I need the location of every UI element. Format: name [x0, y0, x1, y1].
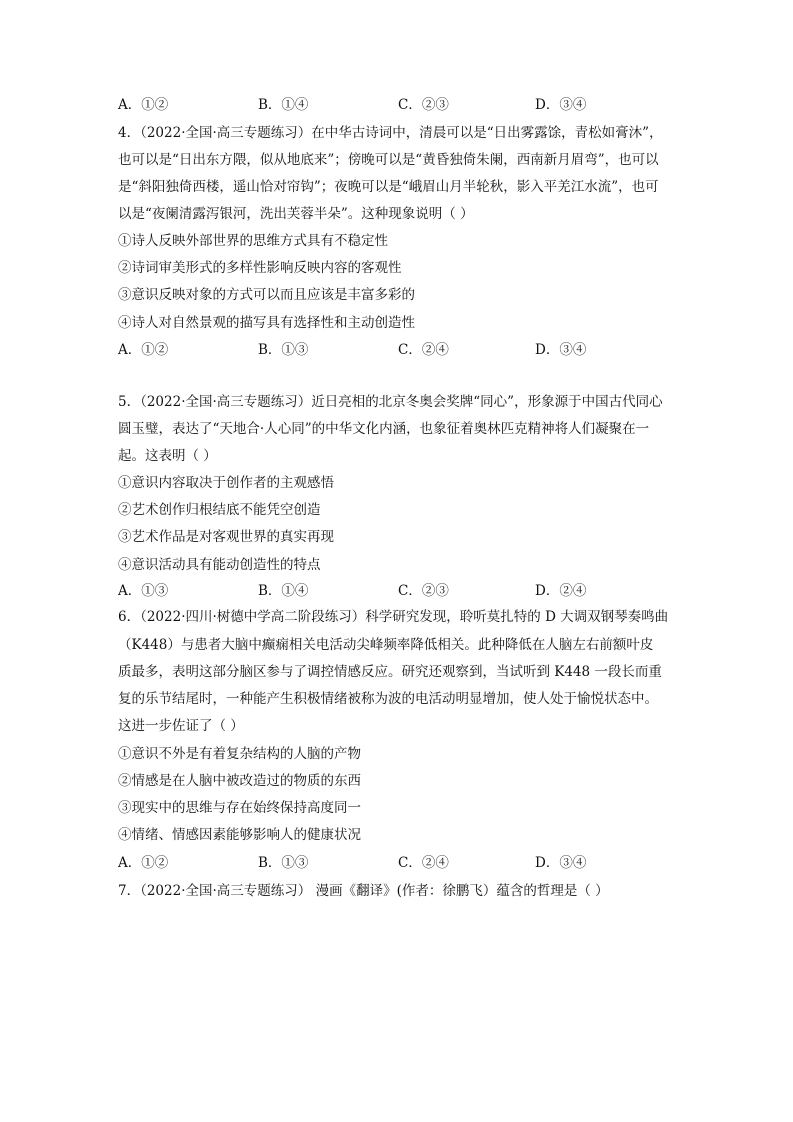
q6-statement-1: ①意识不外是有着复杂结构的人脑的产物 [118, 746, 361, 762]
q6-statement-4: ④情绪、情感因素能够影响人的健康状况 [118, 827, 361, 843]
q4-stem-line-4: 以是“夜阑清露泻银河，洗出芙蓉半朵”。这种现象说明（ ） [118, 206, 474, 222]
q3-option-b: B．①④ [258, 97, 309, 113]
q5-stem-line-2: 圆玉璧，表达了“天地合·人心同”的中华文化内涵，也象征着奥林匹克精神将人们凝聚在一 [118, 421, 650, 437]
q5-statement-1: ①意识内容取决于创作者的主观感悟 [118, 475, 334, 491]
q4-stem-line-3: 是“斜阳独倚西楼，遥山恰对帘钩”；夜晚可以是“峨眉山月半轮秋，影入平羌江水流”，也可 [118, 179, 659, 195]
q5-stem-line-3: 起。这表明（ ） [118, 448, 217, 464]
q5-option-a: A．①③ [118, 583, 169, 599]
q4-option-b: B．①③ [258, 342, 309, 358]
q5-options [118, 581, 678, 601]
q6-option-a: A．①② [118, 855, 169, 871]
q3-option-a: A．①② [118, 97, 169, 113]
q4-stem-line-1: 4．（2022·全国·高三专题练习）在中华古诗词中，清晨可以是“日出雾露馀，青松如膏沐”， [118, 125, 663, 141]
q4-option-a: A．①② [118, 342, 169, 358]
q5-option-c: C．②③ [398, 583, 449, 599]
q5-statement-4: ④意识活动具有能动创造性的特点 [118, 557, 321, 573]
q6-statement-3: ③现实中的思维与存在始终保持高度同一 [118, 800, 361, 816]
q3-options [118, 95, 678, 115]
q6-stem-line-1: 6．（2022·四川·树德中学高二阶段练习）科学研究发现，聆听莫扎特的 D 大调双钢琴奏鸣曲 [118, 609, 669, 625]
q4-option-d: D．③④ [535, 342, 587, 358]
q7-stem-line-1: 7．（2022·全国·高三专题练习） 漫画《翻译》(作者：徐鹏飞）蕴含的哲理是（ ） [118, 883, 609, 899]
q5-stem-line-1: 5．（2022·全国·高三专题练习）近日亮相的北京冬奥会奖牌“同心”，形象源于中国古代同心 [118, 394, 663, 410]
q6-stem-line-3: 质最多，表明这部分脑区参与了调控情感反应。研究还观察到，当试听到 K448 一段长而重 [118, 664, 662, 680]
q4-statement-3: ③意识反映对象的方式可以而且应该是丰富多彩的 [118, 287, 415, 303]
q5-statement-3: ③艺术作品是对客观世界的真实再现 [118, 529, 334, 545]
q6-stem-line-2: （K448）与患者大脑中癫痫相关电活动尖峰频率降低相关。此种降低在人脑左右前额叶皮 [118, 637, 654, 653]
q6-statement-2: ②情感是在人脑中被改造过的物质的东西 [118, 773, 361, 789]
q4-statement-2: ②诗词审美形式的多样性影响反映内容的客观性 [118, 260, 402, 276]
q6-option-c: C．②④ [398, 855, 449, 871]
q4-options [118, 340, 678, 360]
q6-stem-line-5: 这进一步佐证了（ ） [118, 718, 244, 734]
q4-statement-4: ④诗人对自然景观的描写具有选择性和主动创造性 [118, 315, 415, 331]
q3-option-d: D．③④ [535, 97, 587, 113]
q5-option-d: D．②④ [535, 583, 587, 599]
q5-statement-2: ②艺术创作归根结底不能凭空创造 [118, 502, 321, 518]
q6-stem-line-4: 复的乐节结尾时，一种能产生积极情绪被称为波的电活动明显增加，使人处于愉悦状态中。 [118, 691, 658, 707]
q4-statement-1: ①诗人反映外部世界的思维方式具有不稳定性 [118, 233, 388, 249]
q4-stem-line-2: 也可以是“日出东方隈，似从地底来”；傍晚可以是“黄昏独倚朱阑，西南新月眉弯”，也可以 [118, 152, 659, 168]
q5-option-b: B．①④ [258, 583, 309, 599]
q4-option-c: C．②④ [398, 342, 449, 358]
q6-options [118, 853, 678, 873]
q6-option-d: D．③④ [535, 855, 587, 871]
q6-option-b: B．①③ [258, 855, 309, 871]
q3-option-c: C．②③ [398, 97, 449, 113]
